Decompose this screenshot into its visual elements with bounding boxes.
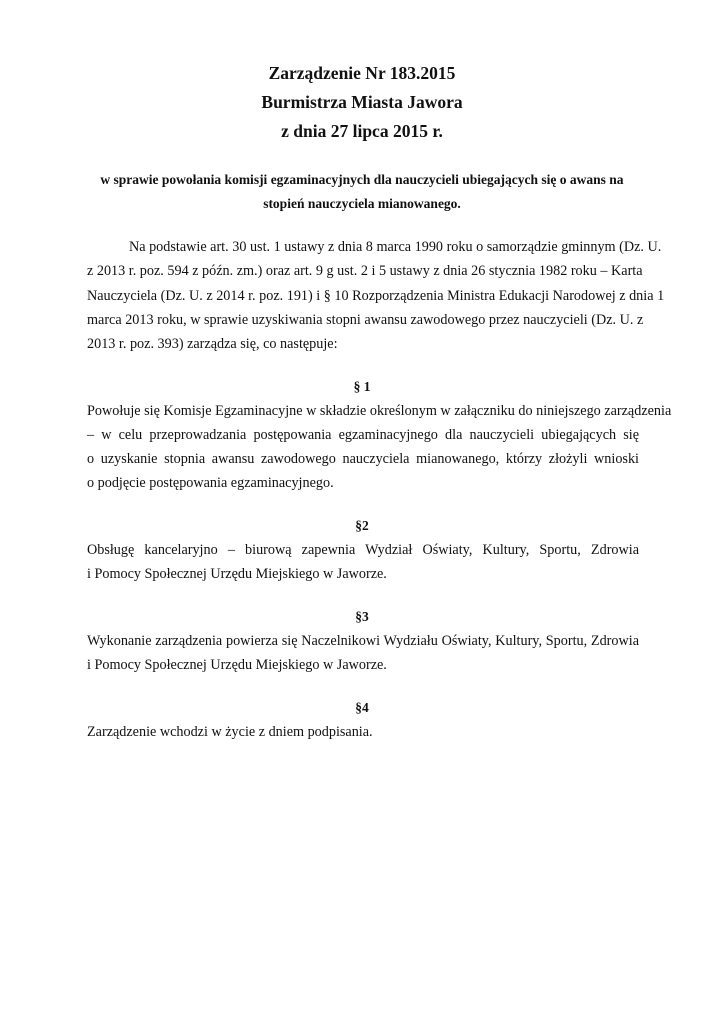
section-heading-2: §2 [355, 518, 369, 533]
section-1-line: o uzyskanie stopnia awansu zawodowego nauczyciela mianowanego, którzy złożyli wnioski [87, 451, 639, 467]
section-heading-1: § 1 [353, 379, 371, 394]
document-title: Zarządzenie Nr 183.2015 [268, 63, 456, 83]
preamble-line: Na podstawie art. 30 ust. 1 ustawy z dnia 8 marca 1990 roku o samorządzie gminnym (Dz. U. [129, 239, 662, 255]
section-3-line: i Pomocy Społecznej Urzędu Miejskiego w Jaworze. [87, 657, 387, 673]
section-1-line: o podjęcie postępowania egzaminacyjnego. [87, 475, 334, 491]
subject-line-1: w sprawie powołania komisji egzaminacyjnych dla nauczycieli ubiegających się o awans na [100, 172, 624, 187]
section-3-line: Wykonanie zarządzenia powierza się Naczelnikowi Wydziału Oświaty, Kultury, Sportu, Zdrowia [87, 633, 639, 649]
section-heading-3: §3 [355, 609, 369, 624]
preamble-line: 2013 r. poz. 393) zarządza się, co następuje: [87, 336, 338, 352]
section-1-line: Powołuje się Komisje Egzaminacyjne w składzie określonym w załączniku do niniejszego zarządzenia [87, 403, 672, 419]
section-heading-4: §4 [355, 700, 369, 715]
section-4-line: Zarządzenie wchodzi w życie z dniem podpisania. [87, 724, 373, 740]
section-2-line: i Pomocy Społecznej Urzędu Miejskiego w Jaworze. [87, 566, 387, 582]
preamble-line: marca 2013 roku, w sprawie uzyskiwania stopni awansu zawodowego przez nauczycieli (Dz. U. z [87, 312, 644, 328]
section-1-line: – w celu przeprowadzania postępowania egzaminacyjnego dla nauczycieli ubiegających się [87, 427, 639, 443]
preamble-line: z 2013 r. poz. 594 z późn. zm.) oraz art. 9 g ust. 2 i 5 ustawy z dnia 26 stycznia 1982 roku – Karta [87, 263, 643, 279]
subject-line-2: stopień nauczyciela mianowanego. [263, 196, 461, 211]
section-2-line: Obsługę kancelaryjno – biurową zapewnia Wydział Oświaty, Kultury, Sportu, Zdrowia [87, 542, 639, 558]
document-date: z dnia 27 lipca 2015 r. [281, 121, 443, 141]
preamble-line: Nauczyciela (Dz. U. z 2014 r. poz. 191) i § 10 Rozporządzenia Ministra Edukacji Narodowej z dnia 1 [87, 288, 665, 304]
document-issuer: Burmistrza Miasta Jawora [261, 92, 463, 112]
